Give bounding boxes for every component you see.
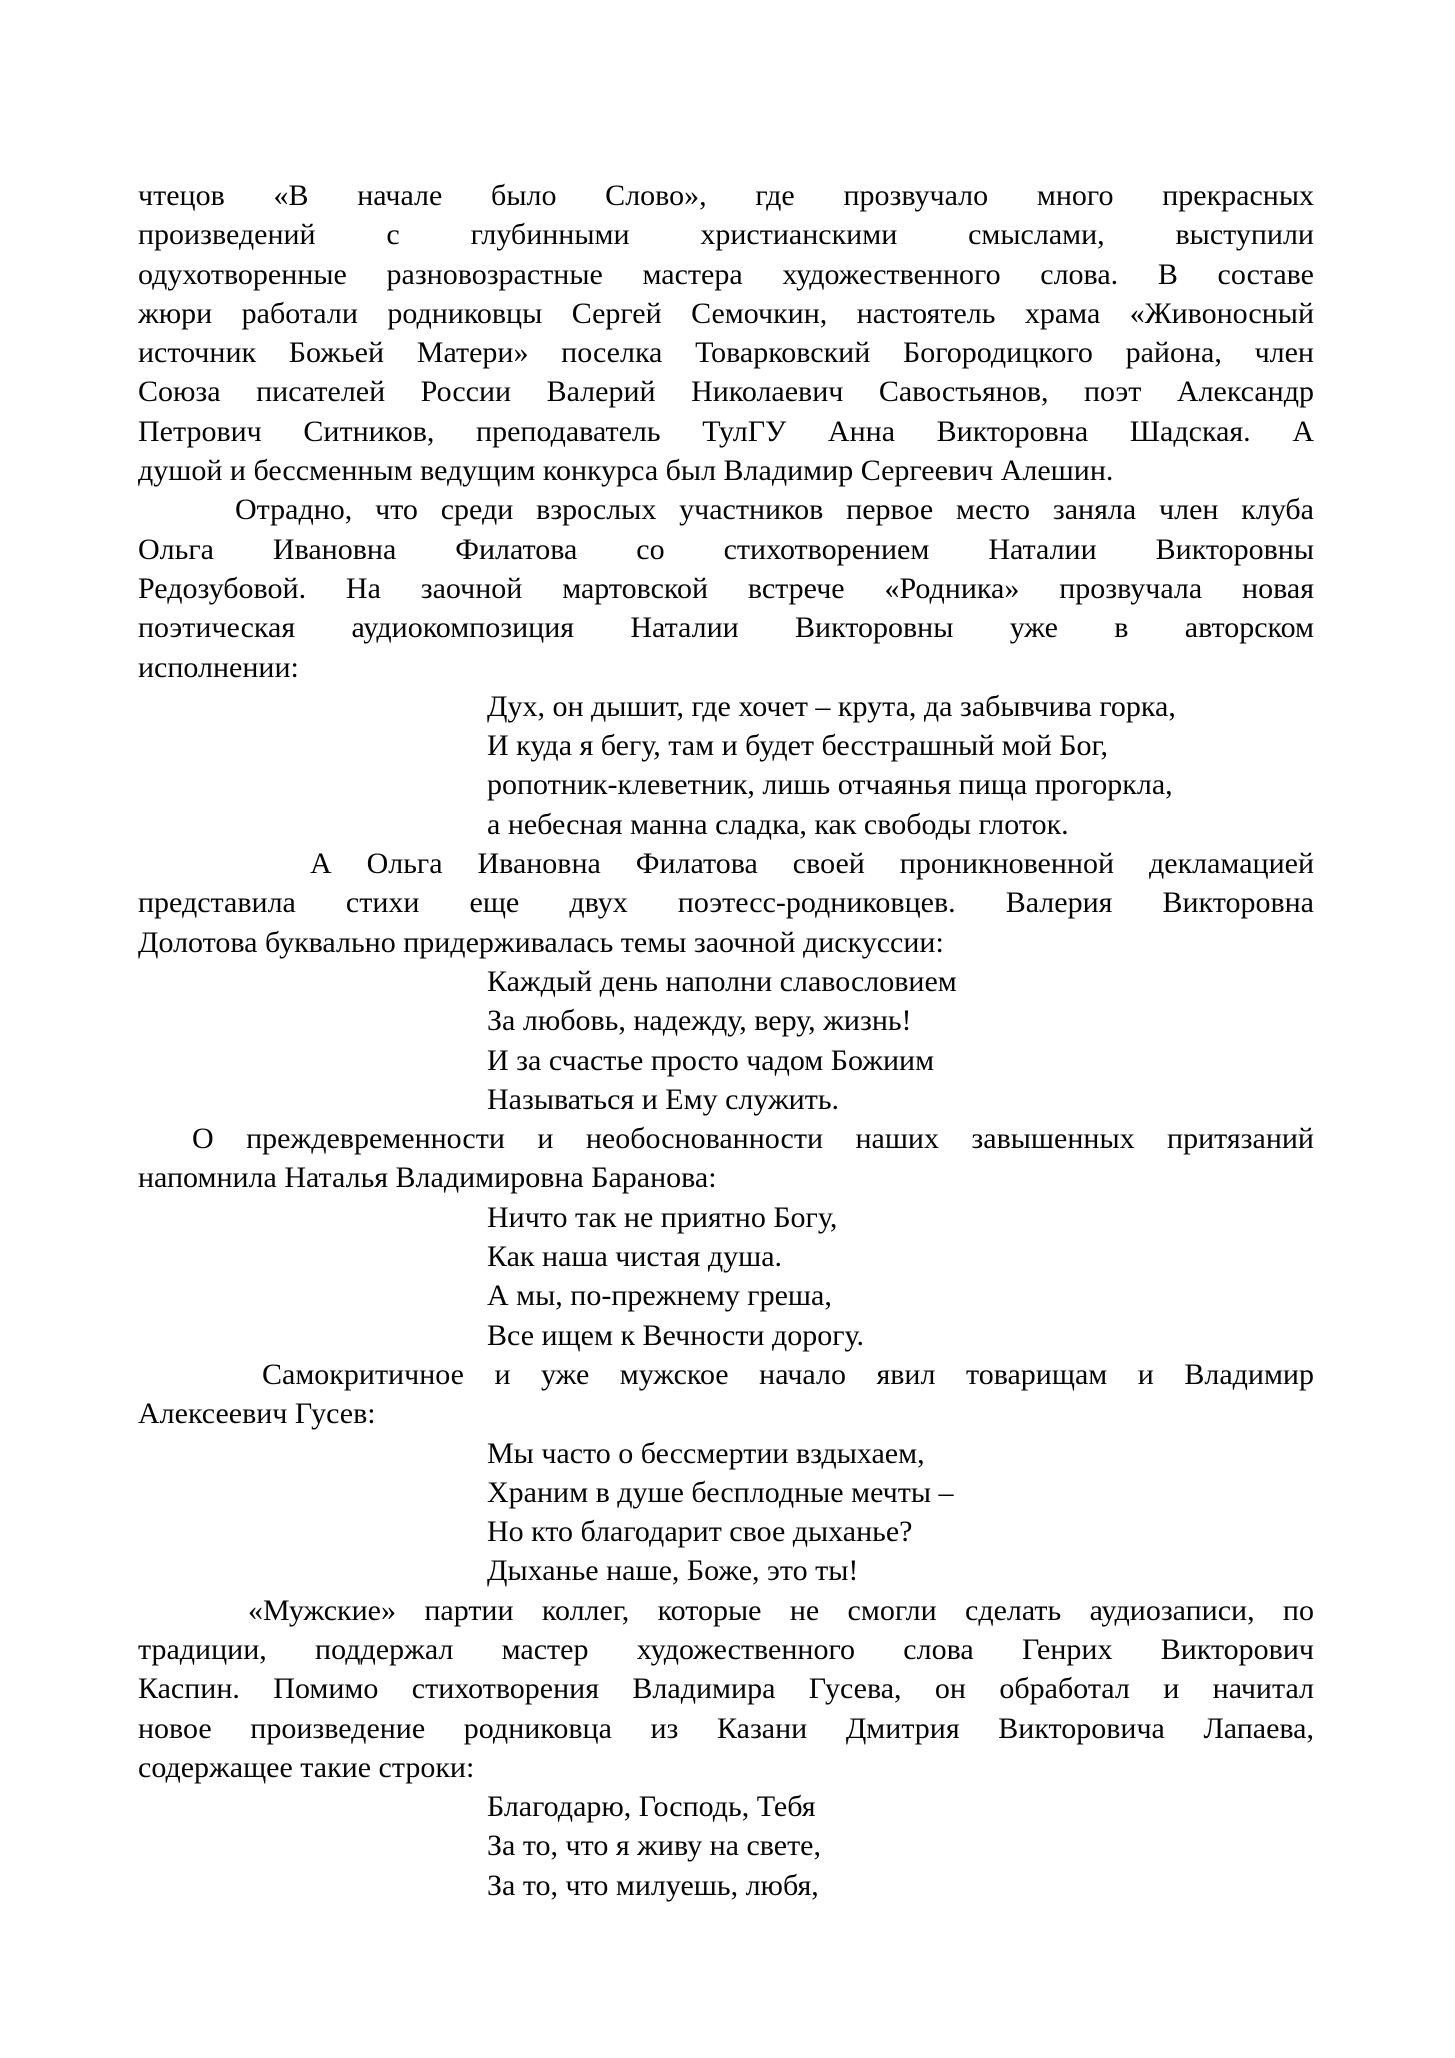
text-line: Отрадно, что среди взрослых участников первое место заняла член клуба <box>235 493 1314 527</box>
verse-line: И за счастье просто чадом Божиим <box>487 1043 935 1077</box>
verse-line: За то, что милуешь, любя, <box>487 1868 819 1902</box>
text-line: О преждевременности и необоснованности наших завышенных притязаний <box>192 1122 1314 1156</box>
verse-line: Дух, он дышит, где хочет – крута, да забывчива горка, <box>487 689 1176 723</box>
paragraph-intro <box>138 176 1314 490</box>
verse-line: Ничто так не приятно Богу, <box>487 1200 838 1234</box>
verse-line: А мы, по-прежнему греша, <box>487 1279 832 1313</box>
text-line: чтецов «В начале было Слово», где прозвучало много прекрасных <box>138 179 1314 212</box>
verse-line: Называться и Ему служить. <box>487 1082 840 1116</box>
poem-baranova <box>138 1198 1314 1355</box>
poem-lapaev <box>138 1787 1314 1905</box>
text-line: «Мужские» партии коллег, которые не смогли сделать аудиозаписи, по <box>248 1593 1314 1627</box>
text-line: напомнила Наталья Владимировна Баранова: <box>138 1161 717 1195</box>
text-line: исполнении: <box>138 650 299 684</box>
verse-line: Как наша чистая душа. <box>487 1240 783 1274</box>
verse-line: За любовь, надежду, веру, жизнь! <box>487 1004 912 1038</box>
verse-line: Храним в душе бесплодные мечты – <box>487 1475 954 1509</box>
text-line: содержащее такие строки: <box>138 1750 475 1784</box>
text-line: поэтическая аудиокомпозиция Наталии Викторовны уже в авторском <box>138 611 1314 645</box>
paragraph-filatova <box>138 844 1314 962</box>
verse-line: Благодарю, Господь, Тебя <box>487 1790 816 1824</box>
paragraph-baranova <box>138 1119 1314 1198</box>
text-line: Ольга Ивановна Филатова со стихотворением Наталии Викторовны <box>138 532 1314 566</box>
text-line: А Ольга Ивановна Филатова своей проникновенной декламацией <box>310 847 1314 881</box>
text-line: Алексеевич Гусев: <box>138 1397 376 1431</box>
text-line: Долотова буквально придерживалась темы заочной дискуссии: <box>138 925 944 959</box>
text-line: Самокритичное и уже мужское начало явил товарищам и Владимир <box>262 1357 1314 1391</box>
verse-line: ропотник-клеветник, лишь отчаянья пища прогоркла, <box>487 768 1173 802</box>
document-content <box>138 176 1314 1905</box>
text-line: душой и бессменным ведущим конкурса был Владимир Сергеевич Алешин. <box>138 454 1114 488</box>
poem-dolotova <box>138 962 1314 1119</box>
verse-line: Мы часто о бессмертии вздыхаем, <box>487 1436 925 1470</box>
text-line: источник Божьей Матери» поселка Товарковский Богородицкого района, член <box>138 336 1314 370</box>
verse-line: Но кто благодарит свое дыханье? <box>487 1515 913 1549</box>
text-line: Каспин. Помимо стихотворения Владимира Гусева, он обработал и начитал <box>138 1672 1314 1706</box>
text-line: произведений с глубинными христианскими смыслами, выступили <box>138 218 1314 252</box>
text-line: новое произведение родниковца из Казани Дмитрия Викторовича Лапаева, <box>138 1711 1314 1745</box>
poem-gusev <box>138 1434 1314 1591</box>
paragraph-gusev <box>138 1355 1314 1434</box>
verse-line: а небесная манна сладка, как свободы глоток. <box>487 807 1069 841</box>
text-line: Петрович Ситников, преподаватель ТулГУ Анна Викторовна Шадская. А <box>138 414 1314 448</box>
text-line: традиции, поддержал мастер художественного слова Генрих Викторович <box>138 1632 1314 1666</box>
verse-line: Дыханье наше, Боже, это ты! <box>487 1554 859 1588</box>
paragraph-winners <box>138 490 1314 686</box>
verse-line: И куда я бегу, там и будет бесстрашный мой Бог, <box>487 729 1108 763</box>
verse-line: Каждый день наполни славословием <box>487 964 957 998</box>
text-line: Союза писателей России Валерий Николаевич Савостьянов, поэт Александр <box>138 375 1314 409</box>
text-line: представила стихи еще двух поэтесс-родниковцев. Валерия Викторовна <box>138 886 1314 920</box>
text-line: жюри работали родниковцы Сергей Семочкин, настоятель храма «Живоносный <box>138 296 1314 330</box>
verse-line: За то, что я живу на свете, <box>487 1829 821 1863</box>
text-line: Редозубовой. На заочной мартовской встрече «Родника» прозвучала новая <box>138 571 1314 605</box>
poem-redozubova <box>138 687 1314 844</box>
paragraph-kaspin <box>138 1591 1314 1787</box>
verse-line: Все ищем к Вечности дорогу. <box>487 1318 865 1352</box>
text-line: одухотворенные разновозрастные мастера художественного слова. В составе <box>138 257 1314 291</box>
